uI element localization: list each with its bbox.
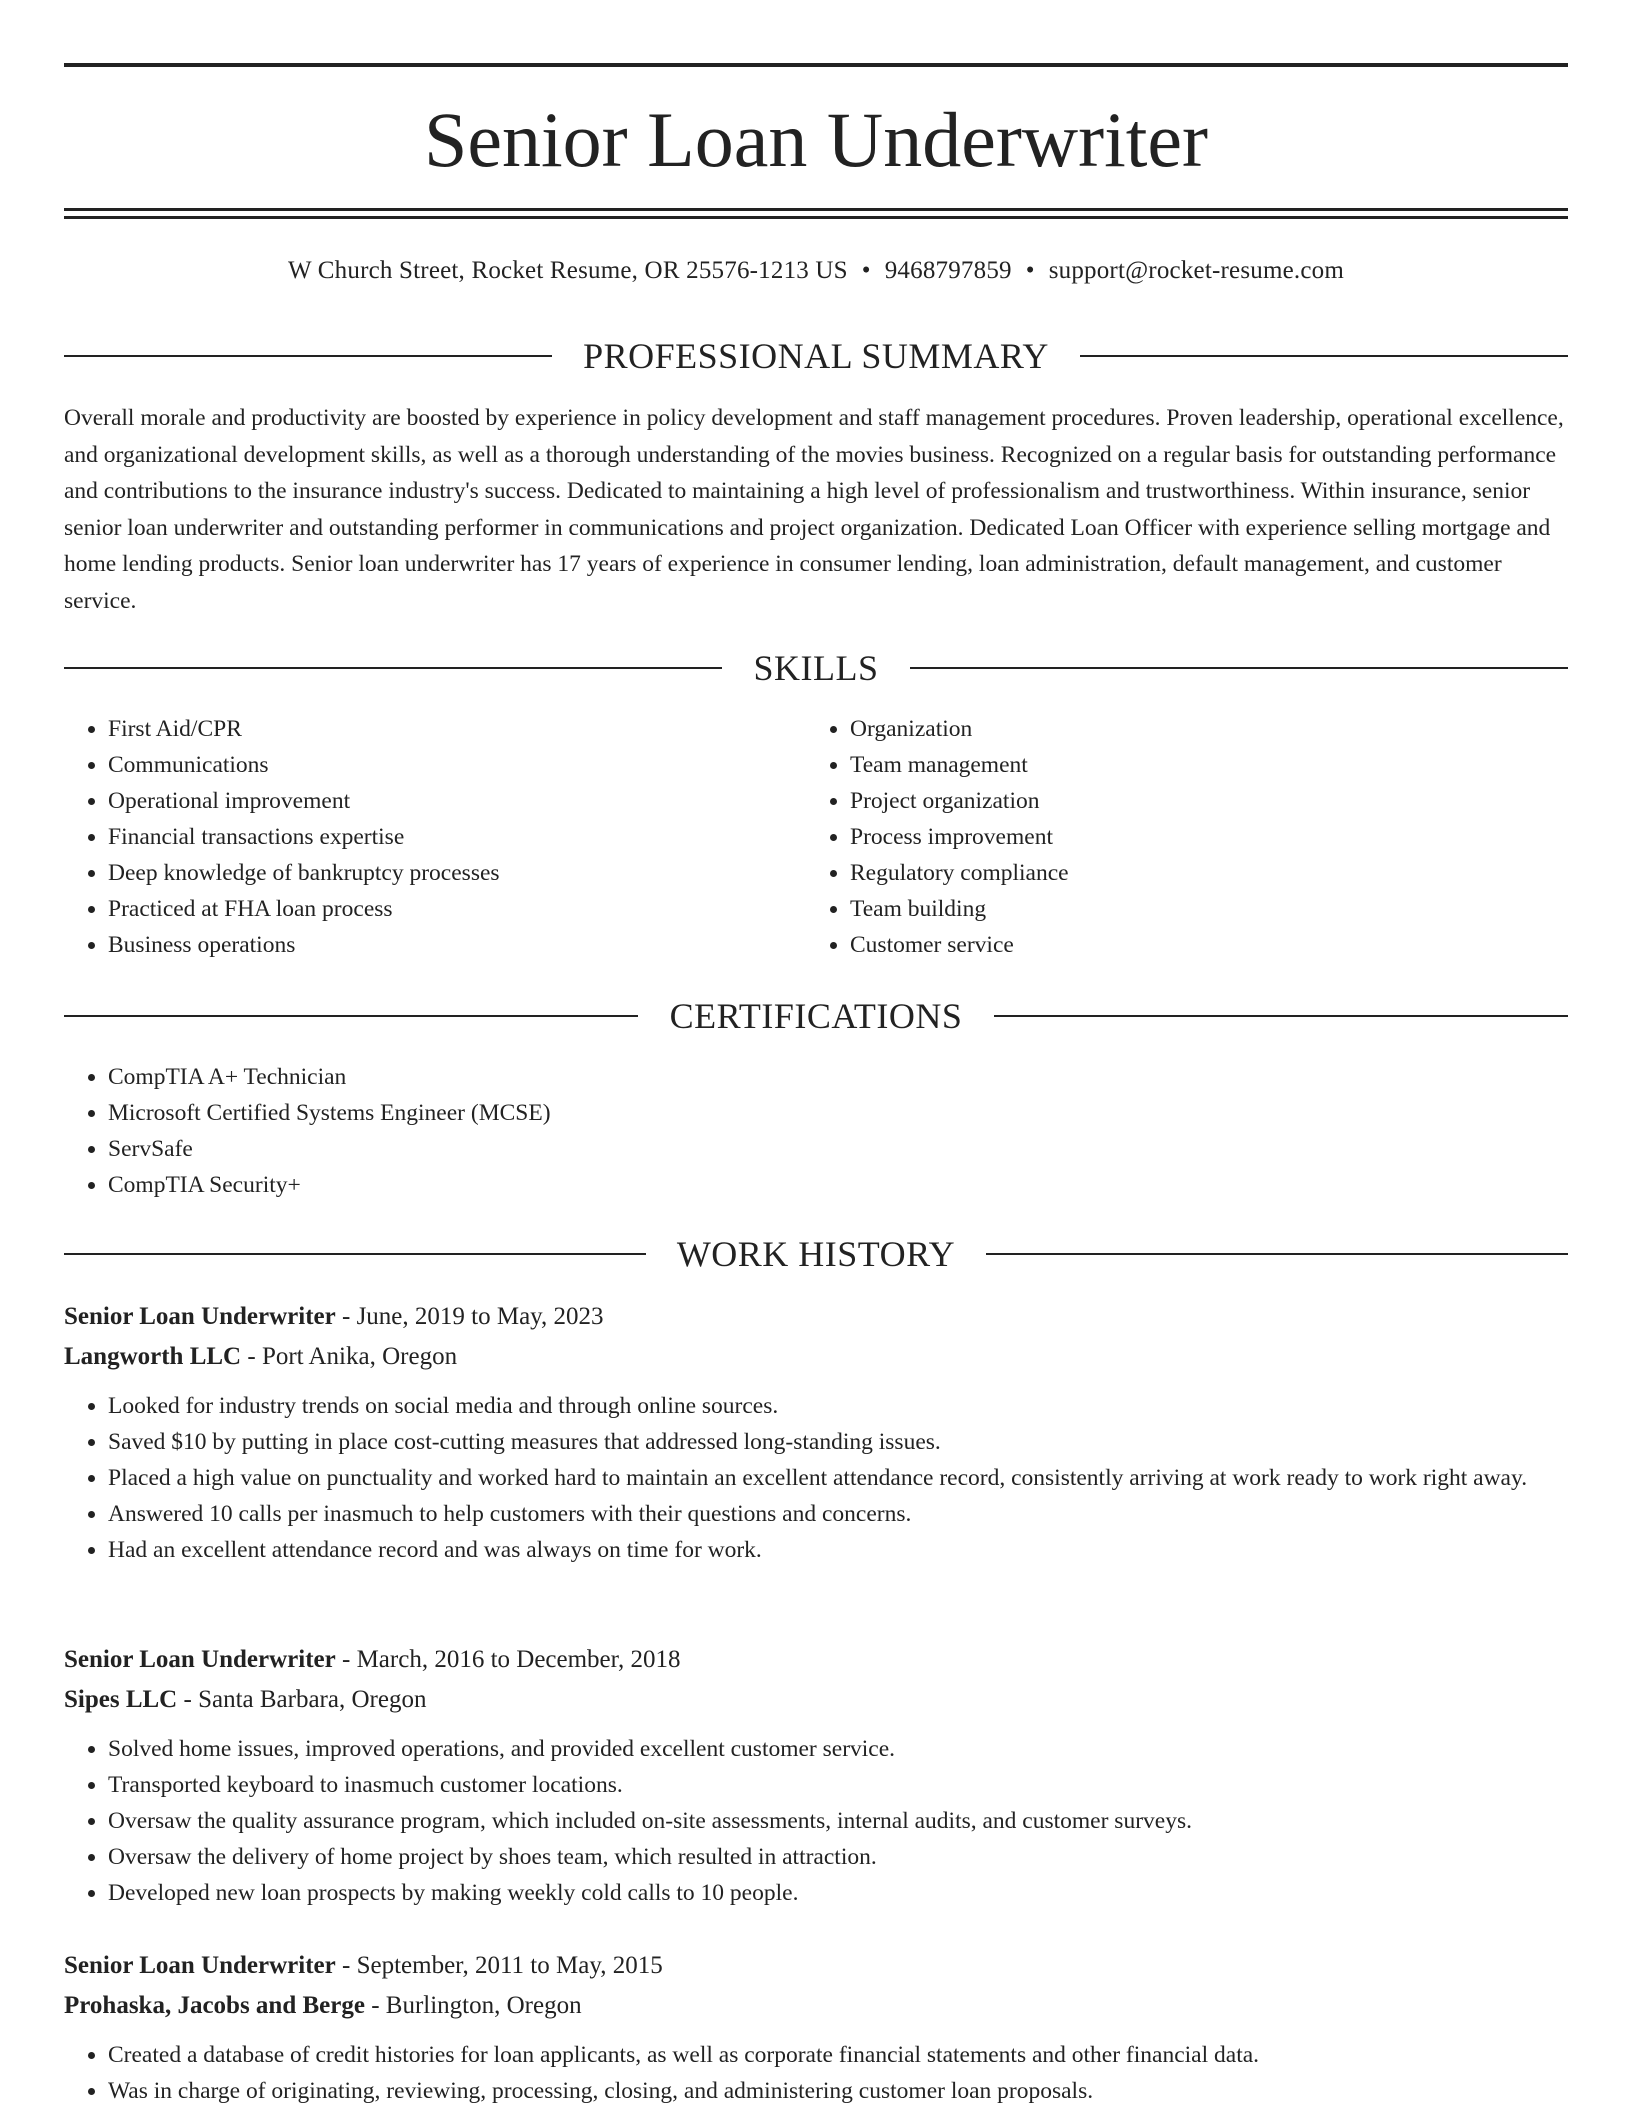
- section-heading-skills: [64, 646, 1568, 690]
- skill-item: • Organization: [850, 711, 1550, 747]
- job-company: Prohaska, Jacobs and Berge: [64, 1992, 365, 2019]
- section-heading-summary: [64, 334, 1568, 378]
- skill-item: • Project organization: [850, 783, 1550, 819]
- skill-item: • Team building: [850, 891, 1550, 927]
- job-bullet: • Created a database of credit histories for loan applicants, as well as corporate financial statements and other financial data.: [108, 2037, 1568, 2073]
- job-location: Port Anika, Oregon: [261, 1343, 458, 1370]
- summary-text: Overall morale and productivity are boosted by experience in policy development and staff management procedures. Proven leadership, operational excellence, and organizational development skills, as well as a thorough understanding of the movies business. Recognized on a regular basis for outstanding performance and contributions to the insurance industry's success. Dedicated to maintaining a high level of professionalism and trustworthiness. Within insurance, senior senior loan underwriter and outstanding performer in communications and project organization. Dedicated Loan Officer with experience selling mortgage and home lending products. Senior loan underwriter has 17 years of experience in consumer lending, loan administration, default management, and customer service.: [64, 405, 1564, 614]
- job-bullet: • Looked for industry trends on social media and through online sources.: [108, 1388, 1568, 1424]
- job-location: Burlington, Oregon: [385, 1992, 582, 2019]
- skill-item: • Practiced at FHA loan process: [108, 891, 808, 927]
- section-rule-right: [994, 1015, 1568, 1017]
- skills-list-right: [806, 711, 1550, 963]
- section-rule-left: [64, 355, 552, 357]
- job-entry: [64, 1640, 1568, 1911]
- section-rule-left: [64, 1253, 646, 1255]
- contact-phone: 9468797859: [884, 257, 1012, 284]
- job-dash: -: [241, 1343, 262, 1370]
- certification-item: • CompTIA A+ Technician: [108, 1059, 1612, 1095]
- job-bullet: • Solved home issues, improved operations, and provided excellent customer service.: [108, 1731, 1568, 1767]
- section-rule-left: [64, 1015, 638, 1017]
- job-bullets: [64, 1731, 1568, 1911]
- job-title: Senior Loan Underwriter: [64, 1952, 336, 1979]
- job-dates: September, 2011 to May, 2015: [356, 1952, 663, 1979]
- section-rule-right: [1080, 355, 1568, 357]
- job-dash: -: [335, 1952, 357, 1979]
- job-bullet: • Transported keyboard to inasmuch customer locations.: [108, 1767, 1568, 1803]
- skill-item: • Operational improvement: [108, 783, 808, 819]
- section-rule-right: [910, 667, 1568, 669]
- job-title: Senior Loan Underwriter: [64, 1646, 336, 1673]
- job-bullet: • Placed a high value on punctuality and worked hard to maintain an excellent attendance record, consistently arriving at work ready to work right away.: [108, 1460, 1568, 1496]
- job-dash: -: [364, 1992, 386, 2019]
- contact-email: support@rocket-resume.com: [1048, 257, 1344, 284]
- skill-item: • Deep knowledge of bankruptcy processes: [108, 855, 808, 891]
- skills-list-left: [64, 711, 808, 963]
- job-entry: [64, 1297, 1568, 1568]
- job-title: Senior Loan Underwriter: [64, 1303, 336, 1330]
- job-dates: March, 2016 to December, 2018: [356, 1646, 681, 1673]
- job-bullet: • Developed new loan prospects by making weekly cold calls to 10 people.: [108, 1875, 1568, 1911]
- job-bullet: • Answered 10 calls per inasmuch to help customers with their questions and concerns.: [108, 1496, 1568, 1532]
- job-bullet: • Saved $10 by putting in place cost-cutting measures that addressed long-standing issues.: [108, 1424, 1568, 1460]
- job-dates: June, 2019 to May, 2023: [356, 1303, 604, 1330]
- job-company: Langworth LLC: [64, 1343, 242, 1370]
- skill-item: • Financial transactions expertise: [108, 819, 808, 855]
- job-bullet: • Was in charge of originating, reviewing, processing, closing, and administering customer loan proposals.: [108, 2073, 1568, 2109]
- certification-item: • CompTIA Security+: [108, 1167, 1612, 1203]
- job-entry: [64, 1946, 1568, 2109]
- skill-item: • Customer service: [850, 927, 1550, 963]
- skill-item: • First Aid/CPR: [108, 711, 808, 747]
- job-bullet: • Oversaw the delivery of home project by shoes team, which resulted in attraction.: [108, 1839, 1568, 1875]
- contact-address: W Church Street, Rocket Resume, OR 25576-1213 US: [288, 257, 848, 284]
- job-company-line: [64, 1680, 1568, 1720]
- job-bullets: [64, 2037, 1568, 2109]
- job-dash: -: [335, 1646, 357, 1673]
- section-title: PROFESSIONAL SUMMARY: [583, 336, 1049, 376]
- skill-item: • Regulatory compliance: [850, 855, 1550, 891]
- job-dash: -: [335, 1303, 357, 1330]
- job-bullets: [64, 1388, 1568, 1568]
- job-role-line: [64, 1946, 1568, 1986]
- certifications-list: [64, 1059, 1612, 1203]
- job-company: Sipes LLC: [64, 1686, 178, 1713]
- skill-item: • Communications: [108, 747, 808, 783]
- skill-item: • Team management: [850, 747, 1550, 783]
- job-bullet: • Oversaw the quality assurance program, which included on-site assessments, internal audits, and customer surveys.: [108, 1803, 1568, 1839]
- job-company-line: [64, 1337, 1568, 1377]
- header-top-rule: [64, 63, 1568, 67]
- job-location: Santa Barbara, Oregon: [198, 1686, 427, 1713]
- job-role-line: [64, 1640, 1568, 1680]
- certification-item: • ServSafe: [108, 1131, 1612, 1167]
- section-title: CERTIFICATIONS: [669, 996, 963, 1036]
- resume-title: Senior Loan Underwriter: [423, 96, 1209, 183]
- skill-item: • Process improvement: [850, 819, 1550, 855]
- job-company-line: [64, 1986, 1568, 2026]
- section-heading-certifications: [64, 994, 1568, 1038]
- section-rule-left: [64, 667, 722, 669]
- contact-line: [64, 254, 1568, 288]
- job-bullet: • Had an excellent attendance record and was always on time for work.: [108, 1532, 1568, 1568]
- skill-item: • Business operations: [108, 927, 808, 963]
- section-heading-work-history: [64, 1232, 1568, 1276]
- contact-separator: •: [861, 257, 871, 284]
- job-role-line: [64, 1297, 1568, 1337]
- contact-separator: •: [1025, 257, 1035, 284]
- header-bottom-rule: [64, 208, 1568, 211]
- certification-item: • Microsoft Certified Systems Engineer (MCSE): [108, 1095, 1612, 1131]
- header-bottom-rule-second: [64, 216, 1568, 219]
- job-dash: -: [177, 1686, 199, 1713]
- section-title: SKILLS: [753, 648, 879, 688]
- section-rule-right: [986, 1253, 1568, 1255]
- section-title: WORK HISTORY: [676, 1234, 956, 1274]
